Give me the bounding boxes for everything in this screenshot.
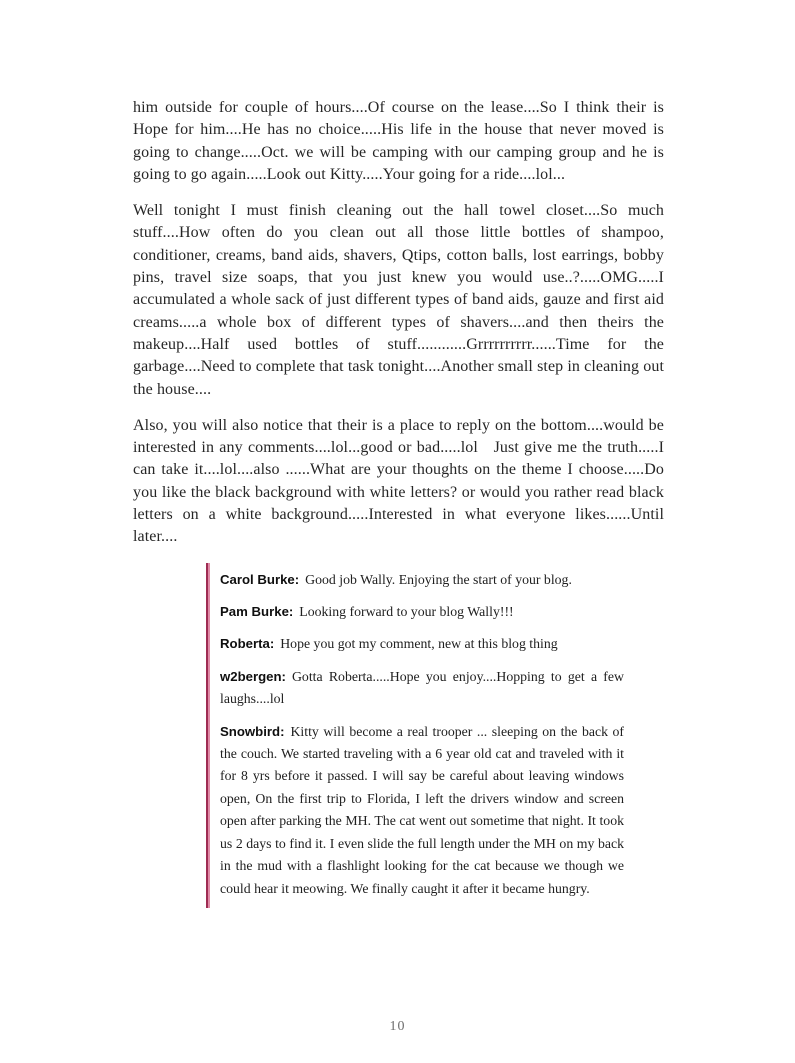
comment-text: Gotta Roberta.....Hope you enjoy....Hopping to get a few laughs....lol	[220, 668, 624, 707]
comment-author: w2bergen:	[220, 668, 286, 684]
comment-text: Good job Wally. Enjoying the start of your blog.	[305, 571, 572, 587]
comments-section	[206, 563, 624, 908]
comment-author: Snowbird:	[220, 723, 285, 739]
comment-text: Looking forward to your blog Wally!!!	[299, 604, 514, 620]
comment-author: Carol Burke:	[220, 571, 300, 587]
body-paragraph: Also, you will also notice that their is a place to reply on the bottom....would be interested in any comments....lol...good or bad.....lol Just give me the truth.....I can take it....lol....also ......What are your thoughts on the theme I choose.....Do you like the black background with white letters? or would you rather read black letters on a white background.....Interested in what everyone likes......Until later....	[133, 416, 664, 546]
comment-item	[220, 633, 624, 655]
body-paragraph: him outside for couple of hours....Of course on the lease....So I think their is Hope for him....He has no choice.....His life in the house that never moved is going to change.....Oct. we will be camping with our camping group and he is going to go again.....Look out Kitty.....Your going for a ride....lol...	[133, 99, 664, 183]
comment-text: Kitty will become a real trooper ... sleeping on the back of the couch. We started traveling with a 6 year old cat and traveled with it for 8 yrs before it passed. I will say be careful about leaving windows open, On the first trip to Florida, I left the drivers window and screen open after parking the MH. The cat went out sometime that night. It took us 2 days to find it. I even slide the full length under the MH on my back in the mud with a flashlight looking for the cat because we though we could hear it meowing. We finally caught it after it became hungry.	[220, 723, 624, 896]
comment-item	[220, 601, 624, 623]
comment-item	[220, 569, 624, 591]
body-paragraph: Well tonight I must finish cleaning out the hall towel closet....So much stuff....How often do you clean out all those little bottles of shampoo, conditioner, creams, band aids, shavers, Qtips, cotton balls, lost earrings, bobby pins, travel size soaps, that you just knew you would use..?.....OMG.....I accumulated a whole sack of just different types of band aids, gauze and first aid creams.....a whole box of different types of shavers....and then theirs the makeup....Half used bottles of stuff............Grrrrrrrrrr......Time for the garbage....Need to complete that task tonight....Another small step in cleaning out the house....	[133, 202, 664, 398]
body-text	[133, 97, 664, 908]
comments-accent-bar	[206, 563, 210, 908]
comment-text: Hope you got my comment, new at this blog thing	[280, 636, 558, 652]
comment-item	[220, 721, 624, 900]
comment-item	[220, 666, 624, 711]
comment-author: Pam Burke:	[220, 604, 294, 620]
comment-author: Roberta:	[220, 636, 275, 652]
page-number: 10	[389, 1019, 406, 1034]
